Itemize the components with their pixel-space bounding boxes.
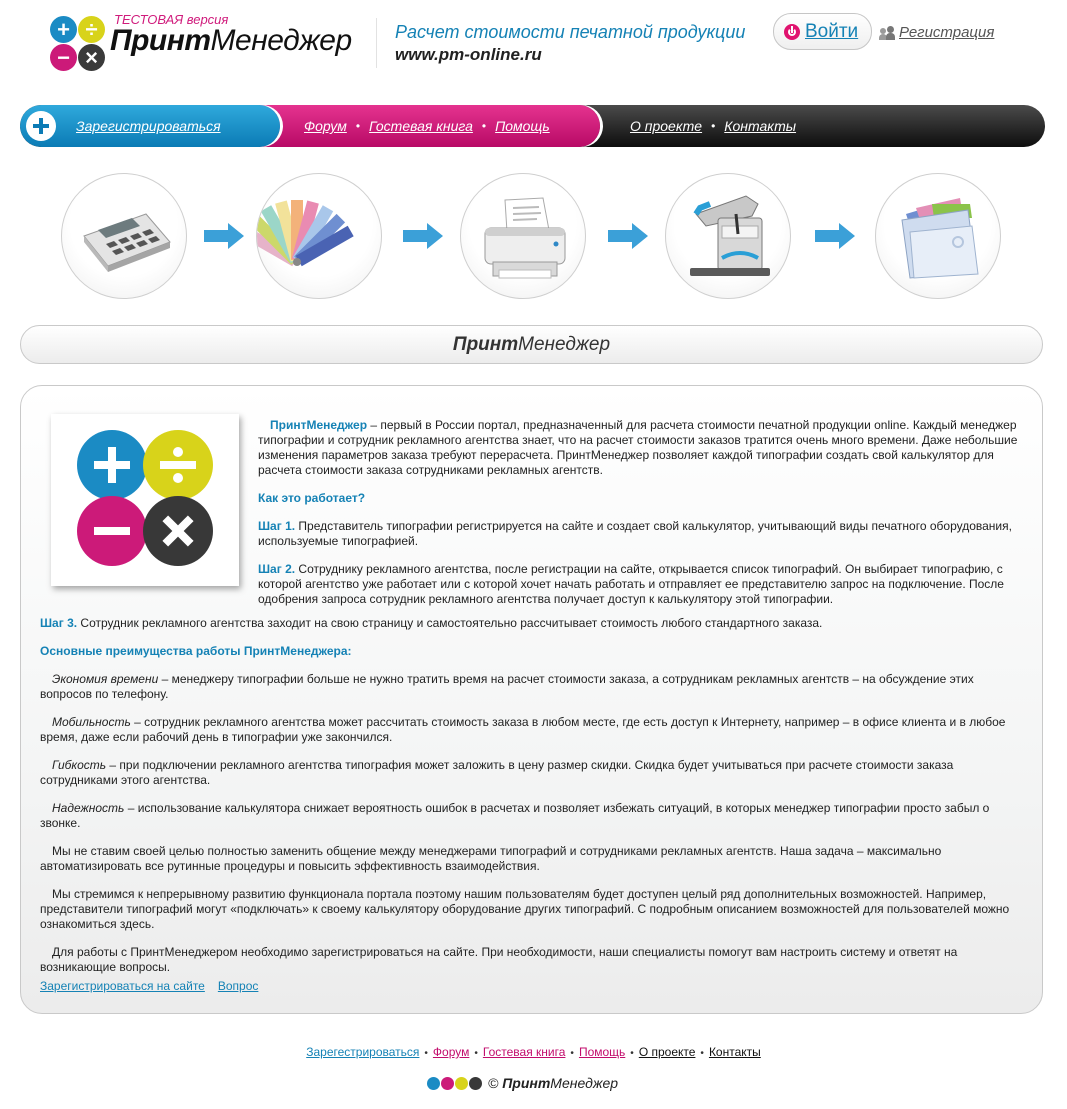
- printer-icon: [460, 173, 586, 299]
- nav-segment-about: О проекте • Контакты: [630, 118, 797, 134]
- register-label: Регистрация: [899, 24, 995, 41]
- step-2-paragraph: Шаг 2. Сотруднику рекламного агентства, после регистрации на сайте, открывается список типографий. Он выбирает типографию, с которой агентство уже работает или с которой хочет начать работать и отправляет ее представителю запрос на подключение. После одобрения запроса сотрудник рекламного агентства получает доступ к калькулятору этой типографии.: [258, 562, 1004, 606]
- copyright-text: © ПринтМенеджер: [488, 1075, 619, 1091]
- logo-icon: [50, 16, 106, 72]
- step-1-paragraph: Шаг 1. Представитель типографии регистрируется на сайте и создает свой калькулятор, учитывающий виды печатного оборудования, используемые типографией.: [258, 519, 1012, 548]
- register-link[interactable]: [880, 24, 994, 41]
- nav-guestbook[interactable]: Гостевая книга: [369, 118, 473, 134]
- nav-contacts[interactable]: Контакты: [724, 118, 797, 134]
- question-link[interactable]: Вопрос: [217, 979, 259, 993]
- registration-paragraph: Для работы с ПринтМенеджером необходимо зарегистрироваться на сайте. При необходимости, наши специалисты помогут вам настроить систему и ответят на возникающие вопросы.: [40, 945, 958, 974]
- footer-links: Зарегестрироваться • Форум • Гостевая книга • Помощь • О проекте • Контакты: [306, 1045, 761, 1059]
- nav-register[interactable]: Зарегистрироваться: [76, 118, 221, 134]
- register-on-site-link[interactable]: Зарегистрироваться на сайте: [40, 979, 205, 993]
- goal-paragraph: Мы не ставим своей целью полностью заменить общение между менеджерами типографий и сотрудниками рекламных агентств. Наша задача – максимально автоматизировать все рутинные процедуры и повысить эффективность взаимодействия.: [40, 844, 942, 873]
- footer-help-link[interactable]: Помощь: [578, 1045, 626, 1059]
- mini-logo-icon: [427, 1077, 482, 1090]
- stapler-icon: [665, 173, 791, 299]
- footer-forum-link[interactable]: Форум: [432, 1045, 470, 1059]
- development-paragraph: Мы стремимся к непрерывному развитию функционала портала поэтому нашим пользователям будет доступен целый ряд дополнительных возможностей. Например, представители типографий могут «подключать» к своему калькулятору оборудование других типографий. С подробным описанием возможностей для пользователей можно ознакомиться здесь.: [40, 887, 1010, 931]
- advantage-reliability: Надежность – использование калькулятора снижает вероятность ошибок в расчетах и позволяет избежать ситуаций, в которых менеджер типографии просто забыл о звонке.: [40, 801, 990, 830]
- nav-forum[interactable]: Форум: [304, 118, 347, 134]
- login-label: Войти: [805, 20, 859, 42]
- slogan: Расчет стоимости печатной продукции: [395, 22, 746, 42]
- logo[interactable]: [50, 12, 370, 76]
- users-icon: [880, 26, 896, 40]
- power-icon: [784, 24, 800, 40]
- arrow-right-icon: [815, 223, 855, 249]
- site-url: www.pm-online.ru: [395, 45, 542, 64]
- intro-column: [258, 418, 1020, 620]
- multiply-icon: ×: [78, 44, 105, 71]
- minus-icon: −: [50, 44, 77, 71]
- plus-icon: +: [50, 16, 77, 43]
- main-text-column: [40, 616, 1022, 988]
- content-panel: [20, 385, 1043, 1014]
- test-version-label: ТЕСТОВАЯ версия: [114, 12, 229, 27]
- arrow-right-icon: [204, 223, 244, 249]
- footer-guestbook-link[interactable]: Гостевая книга: [482, 1045, 566, 1059]
- how-heading: Как это работает?: [258, 491, 366, 505]
- footer-copyright: [427, 1075, 618, 1091]
- login-button[interactable]: [773, 13, 872, 50]
- page-title: ПринтМенеджер: [452, 333, 611, 355]
- advantages-heading: Основные преимущества работы ПринтМенеджера:: [40, 644, 352, 658]
- logo-image: [51, 414, 239, 586]
- advantage-time: Экономия времени – менеджеру типографии больше не нужно тратить время на расчет стоимости заказа, а сотрудникам рекламных агентств – на обсуждение этих вопросов по телефону.: [40, 672, 974, 701]
- nav-about[interactable]: О проекте: [630, 118, 703, 134]
- footer-about-link[interactable]: О проекте: [638, 1045, 696, 1059]
- arrow-right-icon: [608, 223, 648, 249]
- advantage-flexibility: Гибкость – при подключении рекламного агентства типография может заложить в цену размер скидки. Скидка будет учитываться при расчете стоимости заказа сотрудниками этого агентства.: [40, 758, 954, 787]
- divide-icon: ÷: [78, 16, 105, 43]
- folder-icon: [875, 173, 1001, 299]
- arrow-right-icon: [403, 223, 443, 249]
- logo-text: ПринтМенеджер: [110, 24, 352, 57]
- advantage-mobility: Мобильность – сотрудник рекламного агентства может рассчитать стоимость заказа в любом месте, где есть доступ к Интернету, например – в офисе клиента и в любое время, даже если рабочий день в типографии уже закончился.: [40, 715, 1006, 744]
- calculator-icon: [61, 173, 187, 299]
- nav-segment-register: [20, 105, 280, 147]
- intro-paragraph: ПринтМенеджер – первый в России портал, предназначенный для расчета стоимости печатной продукции online. Каждый менеджер типографии и сотрудник рекламного агентства знает, что на расчет стоимости заказов тратится очень много времени. Даже небольшие изменения параметров заказа требуют перерасчета. ПринтМенеджер позволяет каждой типографии создать свой калькулятор для расчета стоимости заказа сотрудниками рекламных агентств.: [258, 418, 1018, 477]
- add-icon: [26, 111, 56, 141]
- nav-help[interactable]: Помощь: [495, 118, 550, 134]
- content-links: [40, 979, 271, 993]
- footer-register-link[interactable]: Зарегестрироваться: [306, 1045, 420, 1059]
- main-navigation: [20, 105, 1045, 147]
- color-palette-icon: [256, 173, 382, 299]
- page-title-bar: [20, 325, 1043, 364]
- step-3-paragraph: Шаг 3. Сотрудник рекламного агентства заходит на свою страницу и самостоятельно рассчитывает стоимость любого стандартного заказа.: [40, 616, 823, 630]
- footer-contacts-link[interactable]: Контакты: [708, 1045, 761, 1059]
- header-divider: [376, 18, 377, 68]
- nav-segment-community: Форум • Гостевая книга • Помощь: [260, 105, 600, 147]
